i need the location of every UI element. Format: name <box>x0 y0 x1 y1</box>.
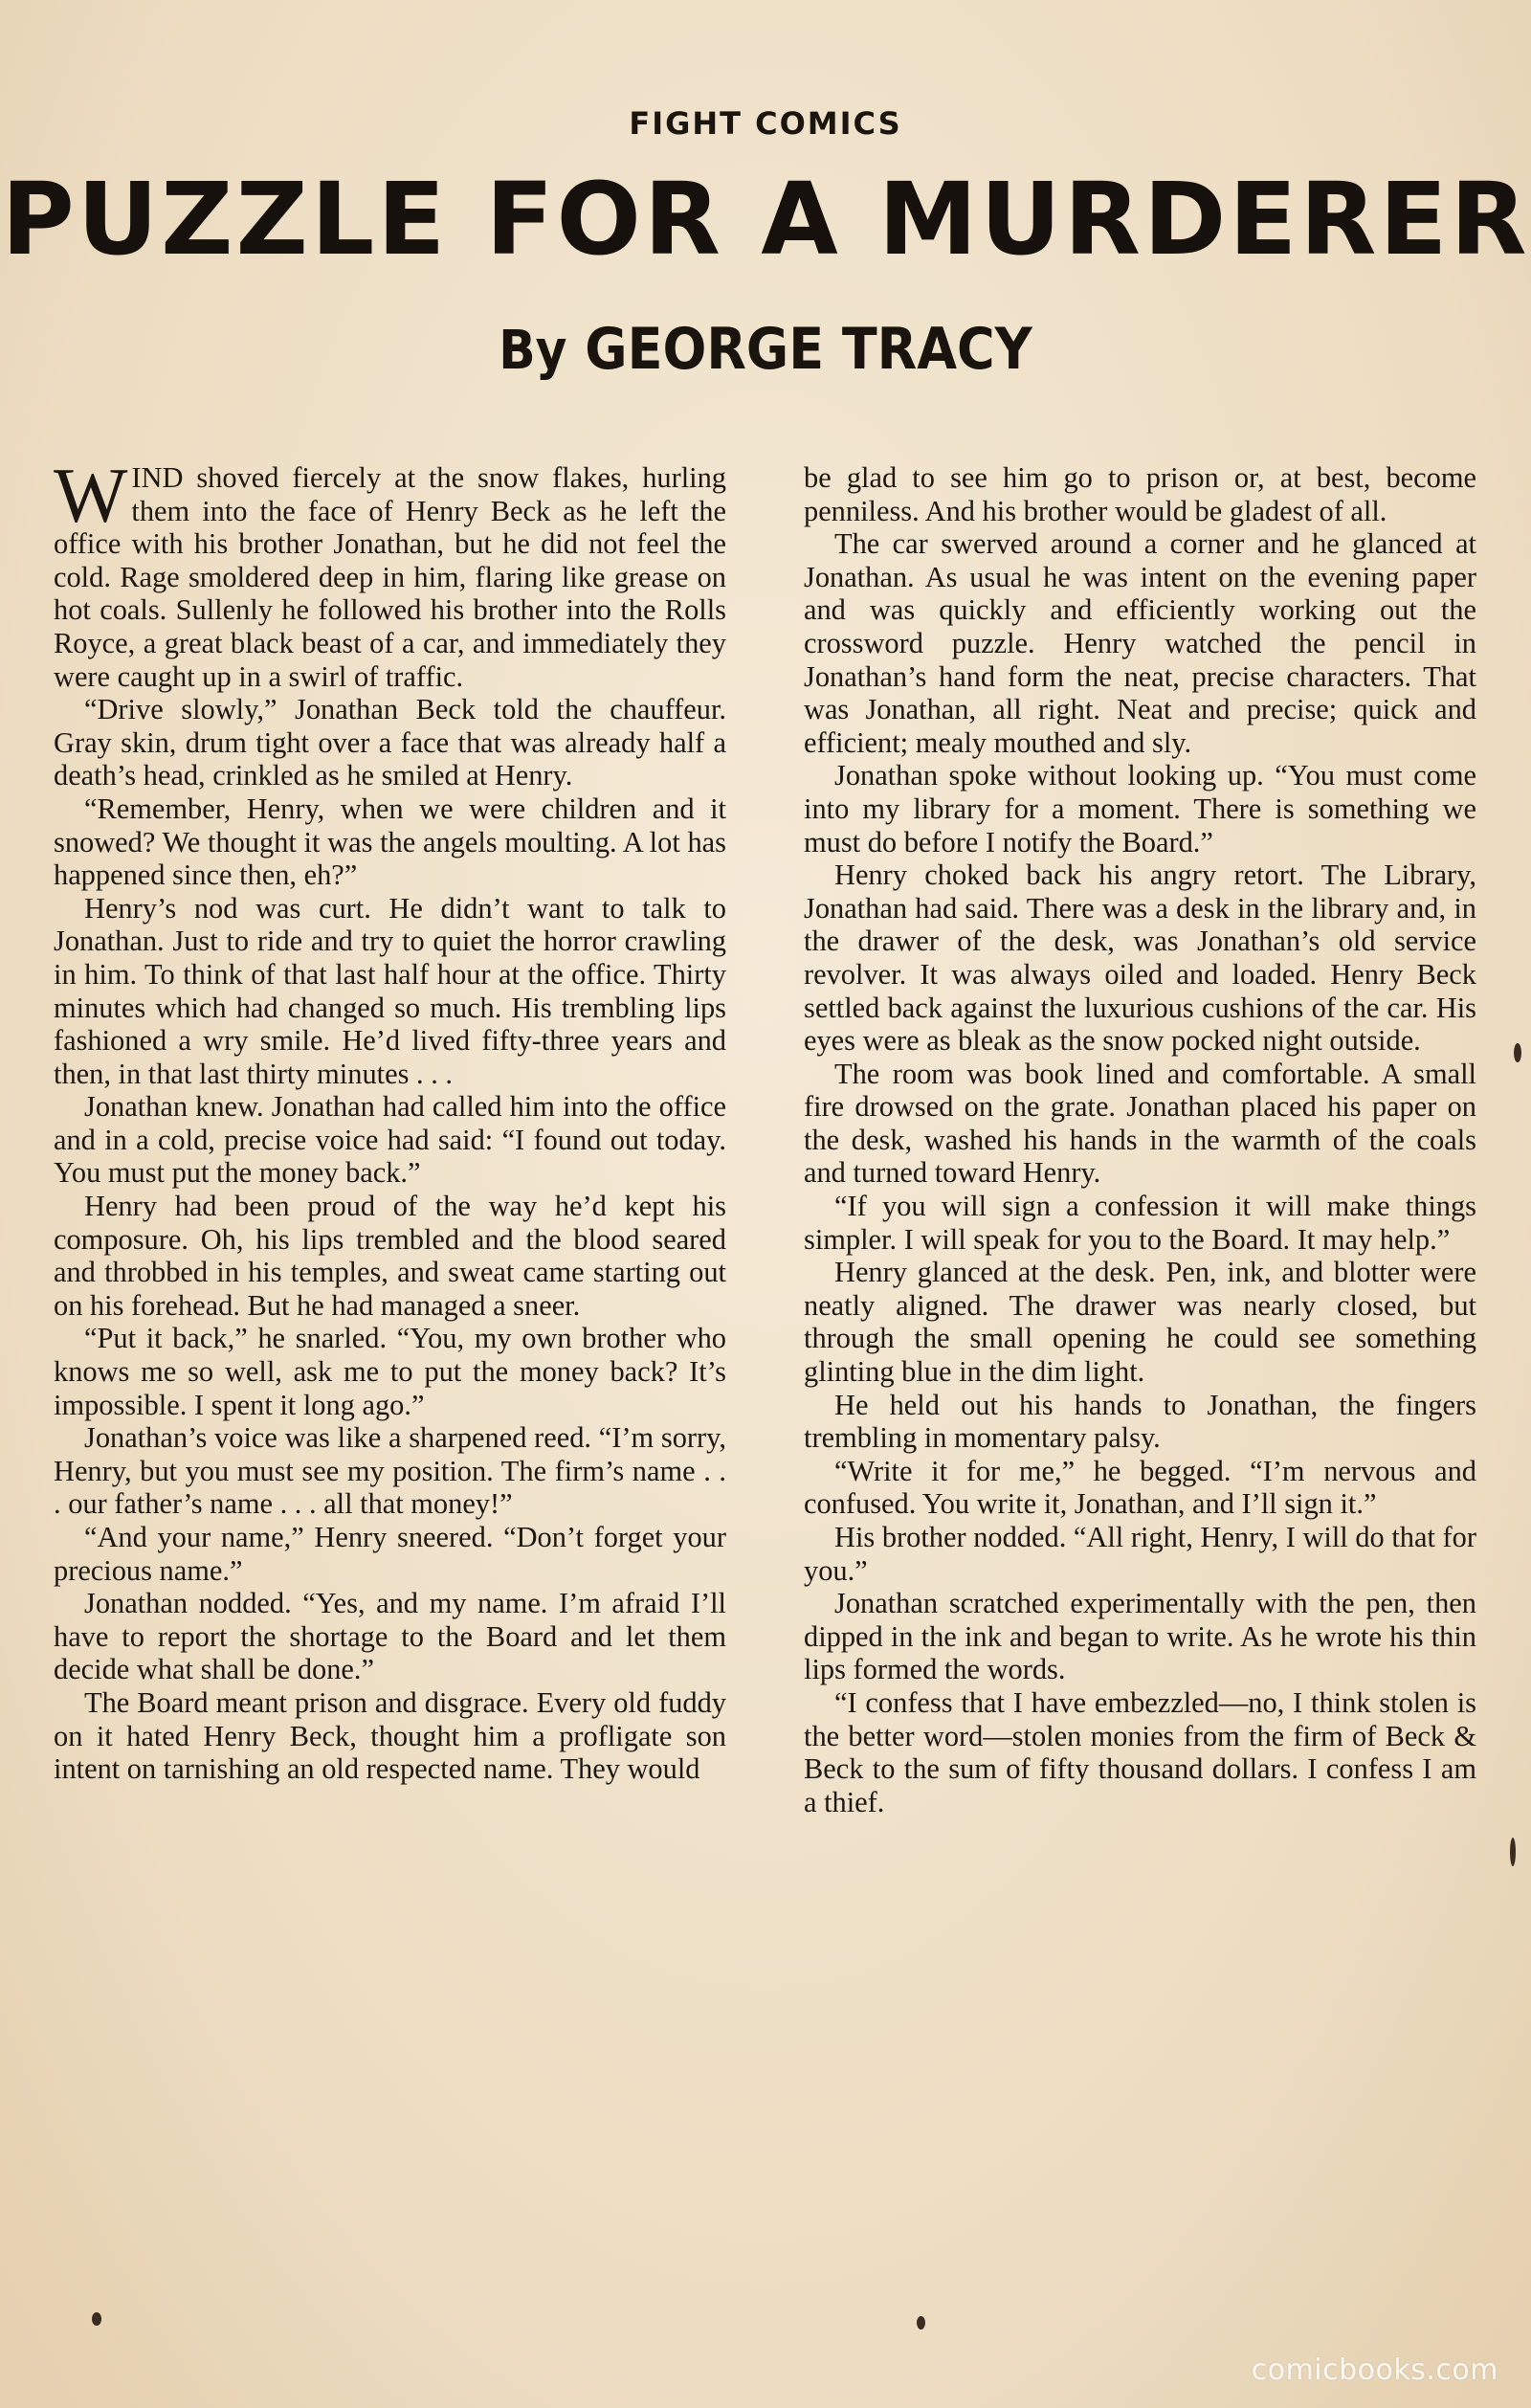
paragraph: “Drive slowly,” Jonathan Beck told the chauffeur. Gray skin, drum tight over a face that was already half a death’s head, crinkled as he smiled at Henry. <box>54 693 726 792</box>
paragraph: Henry glanced at the desk. Pen, ink, and blotter were neatly aligned. The drawer was nearly closed, but through the small opening he could see something glinting blue in the dim light. <box>804 1256 1476 1389</box>
paragraph: The room was book lined and comfortable. A small fire drowsed on the grate. Jonathan placed his paper on the desk, washed his hands in the warmth of the coals and turned toward Henry. <box>804 1057 1476 1190</box>
continued-paragraph: be glad to see him go to prison or, at best, become penniless. And his brother would be gladest of all. <box>804 461 1476 527</box>
byline-prefix: By <box>499 320 567 382</box>
ink-speck <box>1514 1043 1521 1062</box>
paragraph: Jonathan’s voice was like a sharpened reed. “I’m sorry, Henry, but you must see my position. The firm’s name . . . our father’s name . . . all that money!” <box>54 1421 726 1521</box>
paragraph-text: IND shoved fiercely at the snow flakes, hurling them into the face of Henry Beck as he left the office with his brother Jonathan, but he did not feel the cold. Rage smoldered deep in him, flaring like grease on hot coals. Sullenly he followed his brother into the Rolls Royce, a great black beast of a car, and immediately they were caught up in a swirl of traffic. <box>54 461 726 693</box>
paragraph: He held out his hands to Jonathan, the fingers trembling in momentary palsy. <box>804 1388 1476 1455</box>
paragraph: “Remember, Henry, when we were children and it snowed? We thought it was the angels moulting. A lot has happened since then, eh?” <box>54 792 726 892</box>
paragraph: Jonathan scratched experimentally with the pen, then dipped in the ink and began to write. As he wrote his thin lips formed the words. <box>804 1587 1476 1686</box>
ink-speck <box>917 2316 925 2330</box>
story-title: PUZZLE FOR A MURDERER <box>1 161 1530 278</box>
paragraph: Jonathan knew. Jonathan had called him into the office and in a cold, precise voice had said: “I found out today. You must put the money back.” <box>54 1090 726 1190</box>
byline <box>0 316 1531 383</box>
right-column <box>804 461 1476 1818</box>
paragraph: “And your name,” Henry sneered. “Don’t forget your precious name.” <box>54 1521 726 1587</box>
site-watermark: comicbooks.com <box>1251 2353 1498 2387</box>
paragraph: Jonathan nodded. “Yes, and my name. I’m afraid I’ll have to report the shortage to the Board and let them decide what shall be done.” <box>54 1587 726 1686</box>
paragraph: The car swerved around a corner and he glanced at Jonathan. As usual he was intent on the evening paper and was quickly and efficiently working out the crossword puzzle. Henry watched the pencil in Jonathan’s hand form the neat, precise characters. That was Jonathan, all right. Neat and precise; quick and efficient; mealy mouthed and sly. <box>804 527 1476 759</box>
opening-paragraph <box>54 452 726 693</box>
paragraph: Henry choked back his angry retort. The Library, Jonathan had said. There was a desk in the library and, in the drawer of the desk, was Jonathan’s old service revolver. It was always oiled and loaded. Henry Beck settled back against the luxurious cushions of the car. His eyes were as bleak as the snow pocked night outside. <box>804 858 1476 1058</box>
drop-cap: W <box>54 452 128 539</box>
series-header <box>0 105 1531 142</box>
author-name: GEORGE TRACY <box>585 316 1032 383</box>
ink-speck <box>1510 1838 1516 1866</box>
paragraph: Jonathan spoke without looking up. “You must come into my library for a moment. There is something we must do before I notify the Board.” <box>804 759 1476 858</box>
paragraph: “Write it for me,” he begged. “I’m nervous and confused. You write it, Jonathan, and I’ll sign it.” <box>804 1454 1476 1521</box>
paragraph: Henry’s nod was curt. He didn’t want to talk to Jonathan. Just to ride and try to quiet the horror crawling in him. To think of that last half hour at the office. Thirty minutes which had changed so much. His trembling lips fashioned a wry smile. He’d lived fifty-three years and then, in that last thirty minutes . . . <box>54 891 726 1090</box>
paragraph: “Put it back,” he snarled. “You, my own brother who knows me so well, ask me to put the money back? It’s impossible. I spent it long ago.” <box>54 1322 726 1421</box>
left-column <box>54 452 726 1786</box>
paragraph: “If you will sign a confession it will make things simpler. I will speak for you to the Board. It may help.” <box>804 1190 1476 1256</box>
paragraph: The Board meant prison and disgrace. Every old fuddy on it hated Henry Beck, thought him a profligate son intent on tarnishing an old respected name. They would <box>54 1685 726 1786</box>
paragraph: “I confess that I have embezzled—no, I think stolen is the better word—stolen monies from the firm of Beck & Beck to the sum of fifty thousand dollars. I confess I am a thief. <box>804 1685 1476 1818</box>
paragraph: His brother nodded. “All right, Henry, I will do that for you.” <box>804 1521 1476 1587</box>
paragraph: Henry had been proud of the way he’d kept his composure. Oh, his lips trembled and the blood seared and throbbed in his temples, and sweat came starting out on his forehead. But he had managed a sneer. <box>54 1190 726 1322</box>
ink-speck <box>92 2312 101 2326</box>
series-name: FIGHT COMICS <box>629 105 902 142</box>
